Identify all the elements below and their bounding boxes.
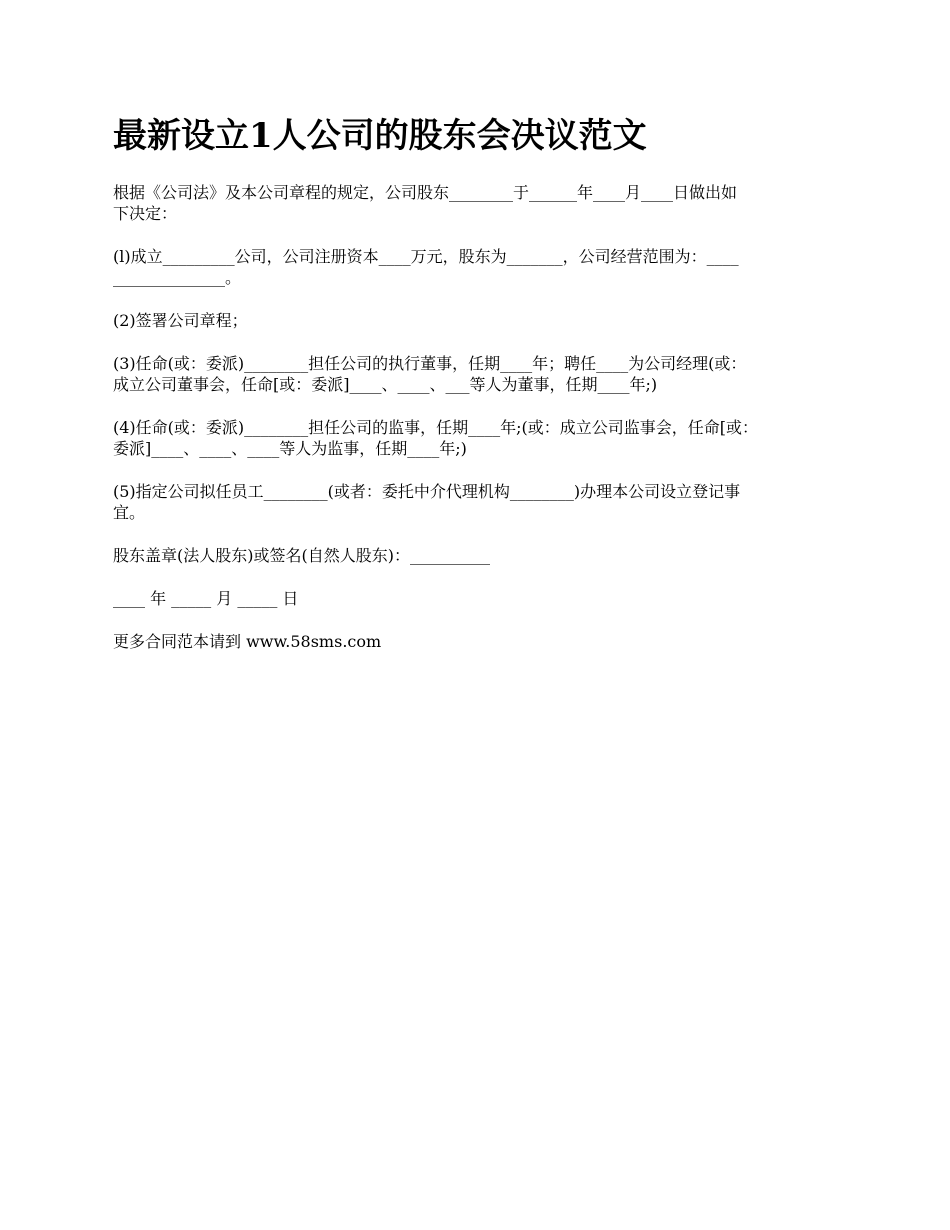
paragraph-item-3 bbox=[113, 353, 843, 395]
date-line bbox=[113, 588, 843, 609]
signature-line bbox=[113, 545, 843, 566]
paragraph-item-4 bbox=[113, 417, 843, 459]
text-line: (2)签署公司章程； bbox=[113, 311, 248, 330]
paragraph-item-1 bbox=[113, 246, 843, 288]
text-line: 更多合同范本请到 www.58sms.com bbox=[113, 632, 382, 651]
text-line: 股东盖章(法人股东)或签名(自然人股东)：__________ bbox=[113, 546, 490, 565]
text-line: 下决定： bbox=[113, 204, 178, 223]
text-line: (5)指定公司拟任员工________(或者：委托中介代理机构________)办理本公司设立登记事 bbox=[113, 482, 741, 501]
text-line: ____ 年 _____ 月 _____ 日 bbox=[113, 589, 299, 608]
paragraph-intro bbox=[113, 182, 843, 224]
text-line: (4)任命(或：委派)________担任公司的监事，任期____年;(或：成立公司监事会，任命[或： bbox=[113, 418, 759, 437]
text-line: (l)成立_________公司，公司注册资本____万元，股东为_______，公司经营范围为：____ bbox=[113, 247, 739, 266]
text-line: 根据《公司法》及本公司章程的规定，公司股东________于______年____月____日做出如 bbox=[113, 183, 738, 202]
text-line: 宜。 bbox=[113, 503, 146, 522]
paragraph-item-5 bbox=[113, 481, 843, 523]
text-line: 委派]____、____、____等人为监事，任期____年;) bbox=[113, 439, 467, 458]
text-line: ______________。 bbox=[113, 268, 242, 287]
document-title: 最新设立1人公司的股东会决议范文 bbox=[113, 116, 647, 156]
footer-note bbox=[113, 631, 843, 652]
paragraph-item-2 bbox=[113, 310, 843, 331]
document-page bbox=[113, 112, 843, 674]
text-line: (3)任命(或：委派)________担任公司的执行董事，任期____年；聘任____为公司经理(或： bbox=[113, 354, 747, 373]
text-line: 成立公司董事会，任命[或：委派]____、____、___等人为董事，任期____年;) bbox=[113, 375, 658, 394]
